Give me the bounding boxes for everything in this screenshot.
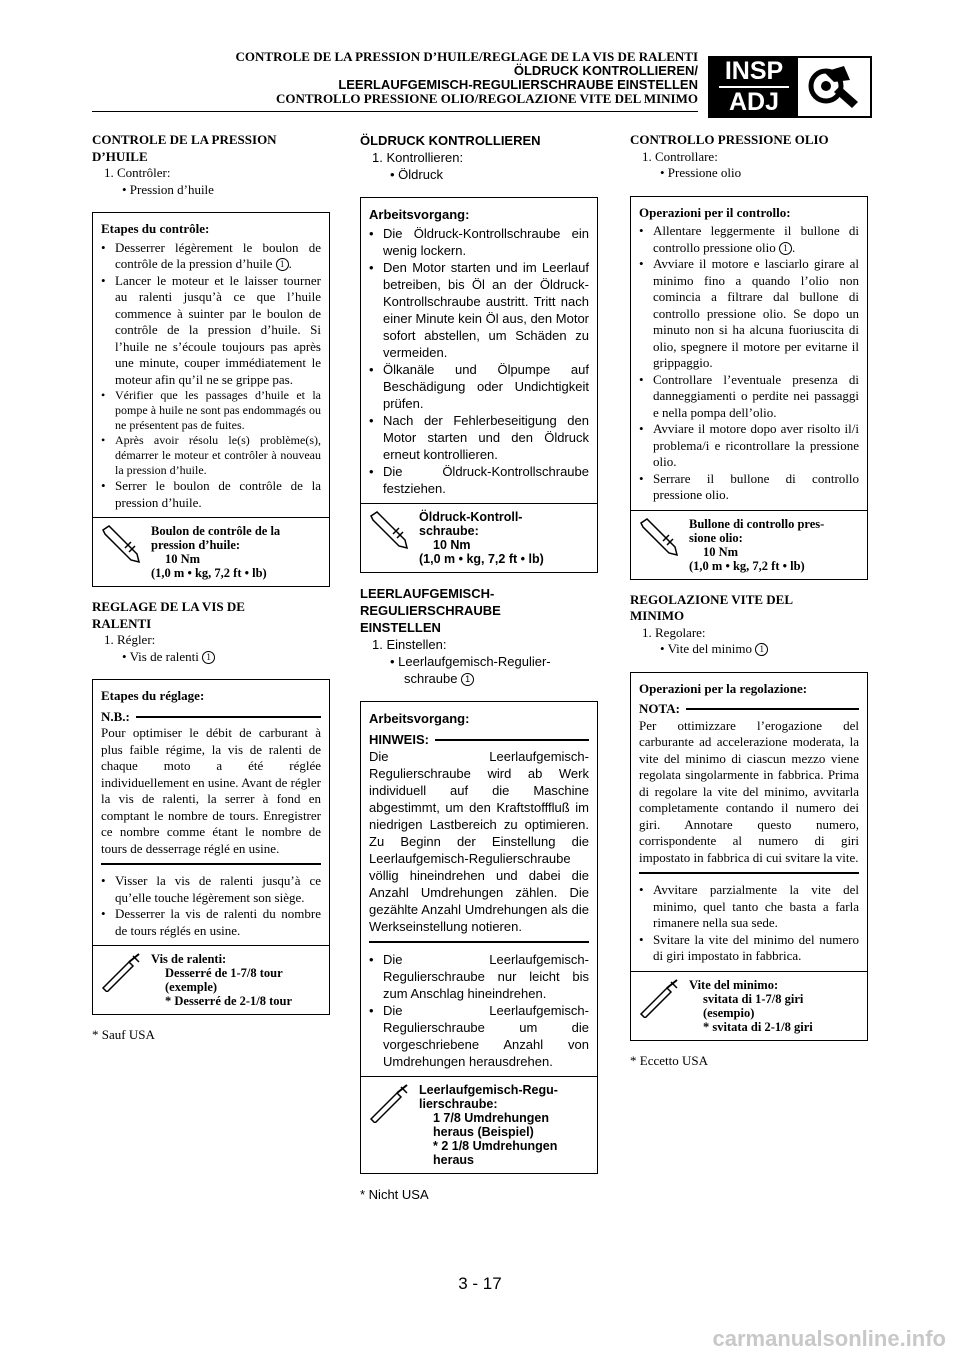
it-box2-title: Operazioni per la regolazione: (639, 680, 808, 696)
de-bullet-2a: • Leerlaufgemisch-Regulier- (390, 654, 551, 669)
it-heading-1: CONTROLLO PRESSIONE OLIO (630, 132, 829, 147)
page-header (236, 50, 698, 106)
header-line-de-2: LEERLAUFGEMISCH-REGULIERSCHRAUBE EINSTELLEN (338, 77, 698, 92)
de-idle-4: heraus (Beispiel) (433, 1125, 534, 1139)
torque-wrench-icon (99, 524, 151, 580)
torque-wrench-icon (367, 510, 419, 566)
it-spec-4: (1,0 m • kg, 7,2 ft • lb) (689, 558, 805, 573)
ref-1-icon: 1 (755, 643, 768, 656)
list-item: • Avvitare parzialmente la vite del minimo, quel tanto che basta a farla rimanere nella sua sede. (639, 882, 859, 932)
de-adjust-box (360, 701, 598, 1174)
screwdriver-icon (99, 952, 151, 1008)
de-idle-6: heraus (433, 1153, 474, 1167)
fr-box2-title: Etapes du réglage: (101, 688, 205, 703)
it-idle-4: * svitata di 2-1/8 giri (703, 1019, 813, 1034)
fr-heading-1b: D’HUILE (92, 148, 148, 164)
de-step-1: 1. Kontrollieren: (372, 150, 464, 165)
it-idle-1: Vite del minimo: (689, 977, 779, 992)
ref-1-icon: 1 (779, 242, 792, 255)
header-rule (92, 111, 698, 112)
it-heading-2b: MINIMO (630, 608, 685, 623)
de-spec-1: Öldruck-Kontroll- (419, 510, 523, 524)
list-item: • Allentare leggermente il bullone di controllo pressione olio 1 . (639, 223, 859, 256)
list-item: • Lancer le moteur et le laisser tourner au ralenti jusqu’à ce que l’huile commence à suinter par le boulon de contrôle de la pression d’huile. Si l’huile ne s’écoule toujours pas après une minute, couper immédiatement le moteur afin qu’il ne se grippe pas. (101, 273, 321, 389)
de-check-box (360, 197, 598, 573)
list-item: • Die Öldruck-Kontrollschraube festziehen. (369, 463, 589, 497)
fr-idle-3: (exemple) (165, 980, 218, 994)
it-footnote: * Eccetto USA (630, 1052, 708, 1068)
de-spec-4: (1,0 m • kg, 7,2 ft • lb) (419, 552, 544, 566)
fr-idle-1: Vis de ralenti: (151, 952, 227, 966)
fr-adjust-box (92, 679, 330, 1015)
watermark: carmanualsonline.info (712, 1326, 946, 1351)
list-item: • Serrer le boulon de contrôle de la pression d’huile. (101, 478, 321, 511)
fr-note: Pour optimiser le débit de carburant à plus faible régime, la vis de ralenti de chaque moto a été réglée individuellement en usine. Avant de régler la vis de ralenti, la serrer à fond en comptant le nombre de tours. Enregistrer ce nombre comme étant le nombre de tours de desserrage réglé en usine. (101, 725, 321, 865)
torque-wrench-icon (637, 517, 689, 573)
ref-1-icon: 1 (276, 258, 289, 271)
inspection-adjust-icon (798, 58, 870, 116)
list-item: • Avviare il motore dopo aver risolto il/i problema/i e ricontrollare la pressione olio. (639, 421, 859, 471)
it-box1-title: Operazioni per il controllo: (639, 204, 791, 220)
list-item: • Visser la vis de ralenti jusqu’à ce qu’elle touche légèrement son siège. (101, 873, 321, 906)
badge-top: INSP (724, 57, 784, 85)
de-heading-2c: EINSTELLEN (360, 620, 441, 635)
de-note: Die Leerlaufgemisch-Regulierschraube wird ab Werk individuell auf die Maschine abgestimmt, um den Kraftstofffluß im niedrigen Lastbereich zu optimieren. Zu Beginn der Einstellung die Leerlaufgemisch-Regulierschraube völlig hineindrehen und dabei die Anzahl Umdrehungen zählen. Die gezählte Anzahl Umdrehungen als die Werkseinstellung notieren. (369, 748, 589, 943)
fr-idle-spec (93, 945, 329, 1014)
fr-note-label: N.B.: (101, 709, 321, 726)
it-note: Per ottimizzare l’erogazione del carburante ad accelerazione moderata, la vite del minimo di ciascun mezzo viene regolata singolarmente in fabbrica. Prima di regolare la vite del minimo, avvitarla completamente contando il numero dei giri. Annotare questo numero, corrispondente al numero di giri impostato in fabbrica di cui svitare la vite. (639, 718, 859, 875)
it-note-label: NOTA: (639, 701, 859, 718)
de-torque-spec (361, 503, 597, 572)
fr-box1-list (101, 240, 321, 512)
it-torque-spec (631, 510, 867, 579)
list-item: • Après avoir résolu le(s) problème(s), démarrer le moteur et contrôler à nouveau la pression d’huile. (101, 433, 321, 478)
badge-text (710, 58, 798, 116)
list-item: • Ölkanäle und Ölpumpe auf Beschädigung oder Undichtigkeit prüfen. (369, 361, 589, 412)
fr-bullet-1: • Pression d’huile (122, 181, 214, 197)
it-heading-2a: REGOLAZIONE VITE DEL (630, 591, 794, 607)
list-item: • Den Motor starten und im Leerlauf betreiben, bis Öl an der Öldruck-Kontrollschraube austritt. Tritt nach einer Minute kein Öl aus, den Motor sofort abstellen, um Schäden zu vermeiden. (369, 259, 589, 361)
it-idle-2: svitata di 1-7/8 giri (703, 991, 804, 1006)
it-step-1: 1. Controllare: (642, 148, 718, 164)
fr-spec-1: Boulon de contrôle de la (151, 524, 281, 538)
column-german (360, 132, 598, 1216)
de-idle-1: Leerlaufgemisch-Regu- (419, 1083, 558, 1097)
list-item: • Vérifier que les passages d’huile et la pompe à huile ne sont pas endommagés ou ne présentent pas de fuites. (101, 388, 321, 433)
it-idle-spec (631, 971, 867, 1040)
de-bullet-2b: schraube 1 (390, 670, 598, 687)
de-note-label: HINWEIS: (369, 731, 589, 748)
screwdriver-icon (637, 978, 689, 1034)
de-box2-title: Arbeitsvorgang: (369, 711, 470, 726)
fr-spec-4: (1,0 m • kg, 7,2 ft • lb) (151, 566, 267, 580)
de-heading-2a: LEERLAUFGEMISCH- (360, 586, 495, 601)
insp-adj-badge (708, 56, 872, 118)
it-idle-3: (esempio) (703, 1005, 755, 1020)
ref-1-icon: 1 (202, 651, 215, 664)
de-footnote: * Nicht USA (360, 1187, 429, 1202)
fr-idle-2: Desserré de 1-7/8 tour (165, 966, 283, 980)
de-spec-3: 10 Nm (433, 538, 471, 552)
column-italian (630, 132, 868, 1082)
fr-torque-spec (93, 517, 329, 586)
list-item: • Controllare l’eventuale presenza di danneggiamenti o perdite nei passaggi e nella pompa dell’olio. (639, 372, 859, 422)
de-heading-2b: REGULIERSCHRAUBE (360, 603, 501, 618)
list-item: • Desserrer la vis de ralenti du nombre de tours réglés en usine. (101, 906, 321, 939)
list-item: • Die Leerlaufgemisch-Regulierschraube um die vorgeschriebene Anzahl von Umdrehungen herausdrehen. (369, 1002, 589, 1070)
fr-heading-2b: RALENTI (92, 615, 152, 631)
fr-footnote: * Sauf USA (92, 1027, 155, 1042)
ref-1-icon: 1 (461, 673, 474, 686)
it-spec-2: sione olio: (689, 530, 743, 545)
it-spec-3: 10 Nm (703, 544, 739, 559)
it-spec-1: Bullone di controllo pres- (689, 516, 825, 531)
header-line-it: CONTROLLO PRESSIONE OLIO/REGOLAZIONE VITE DEL MINIMO (276, 91, 698, 106)
fr-bullet-2: • Vis de ralenti 1 (122, 649, 330, 666)
de-step-2: 1. Einstellen: (372, 637, 447, 652)
it-step-2: 1. Regolare: (642, 624, 706, 640)
it-bullet-2: • Vite del minimo 1 (660, 641, 868, 658)
fr-box1-title: Etapes du contrôle: (101, 221, 210, 236)
de-box1-title: Arbeitsvorgang: (369, 207, 470, 222)
list-item: • Serrare il bullone di controllo pressione olio. (639, 471, 859, 504)
fr-step-2: 1. Régler: (104, 632, 156, 647)
badge-bottom: ADJ (728, 88, 779, 116)
list-item: • Svitare la vite del minimo del numero di giri impostato in fabbrica. (639, 932, 859, 965)
list-item: • Avviare il motore e lasciarlo girare al minimo fino a quando l’olio non comincia a filtrare dal bullone di controllo pressione olio. Se dopo un minuto non si ha alcuna fuoriuscita di olio, spegnere il motore per evitarne il grippaggio. (639, 256, 859, 372)
list-item: • Desserrer légèrement le boulon de contrôle de la pression d’huile 1 . (101, 240, 321, 273)
fr-heading-2a: REGLAGE DE LA VIS DE (92, 599, 245, 614)
header-line-de-1: ÖLDRUCK KONTROLLIEREN/ (513, 63, 698, 78)
list-item: • Die Leerlaufgemisch-Regulierschraube nur leicht bis zum Anschlag hineindrehen. (369, 951, 589, 1002)
it-adjust-box (630, 672, 868, 1041)
it-bullet-1: • Pressione olio (660, 165, 742, 180)
de-idle-5: * 2 1/8 Umdrehungen (433, 1139, 558, 1153)
list-item: • Nach der Fehlerbeseitigung den Motor starten und den Öldruck erneut kontrollieren. (369, 412, 589, 463)
header-line-fr: CONTROLE DE LA PRESSION D’HUILE/REGLAGE DE LA VIS DE RALENTI (235, 49, 698, 64)
fr-heading-1a: CONTROLE DE LA PRESSION (92, 132, 277, 147)
screwdriver-icon (367, 1083, 419, 1167)
de-idle-spec (361, 1076, 597, 1173)
de-heading-1: ÖLDRUCK KONTROLLIEREN (360, 133, 541, 148)
fr-spec-3: 10 Nm (165, 552, 201, 566)
page-number: 3 - 17 (458, 1274, 502, 1293)
column-french (92, 132, 330, 1057)
fr-check-box (92, 212, 330, 587)
it-check-box (630, 196, 868, 580)
list-item: • Die Öldruck-Kontrollschraube ein wenig lockern. (369, 225, 589, 259)
fr-spec-2: pression d’huile: (151, 538, 241, 552)
de-spec-2: schraube: (419, 524, 479, 538)
fr-step-1: 1. Contrôler: (104, 165, 171, 180)
de-bullet-1: • Öldruck (390, 167, 443, 182)
fr-idle-4: * Desserré de 2-1/8 tour (165, 994, 293, 1008)
de-idle-2: lierschraube: (419, 1097, 498, 1111)
de-idle-3: 1 7/8 Umdrehungen (433, 1111, 549, 1125)
